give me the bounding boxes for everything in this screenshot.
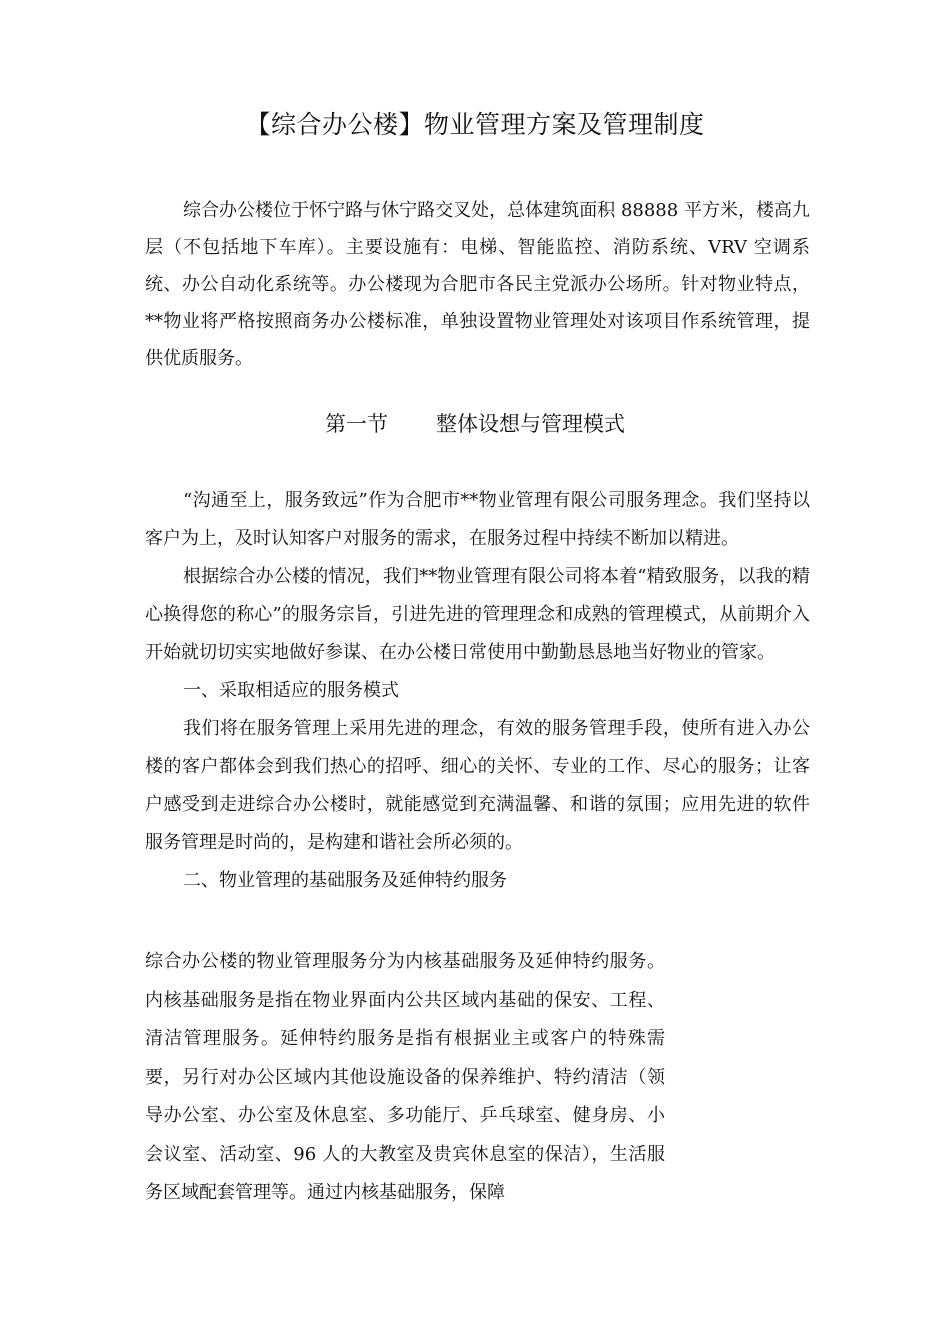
- body-paragraph: “沟通至上，服务致远”作为合肥市**物业管理有限公司服务理念。我们坚持以客户为上，及时认知客户对服务的需求，在服务过程中持续不断加以精进。: [145, 490, 810, 549]
- section-number: 第一节: [325, 412, 388, 436]
- subheading: 二、物业管理的基础服务及延伸特约服务: [183, 870, 507, 891]
- subheading: 一、采取相适应的服务模式: [183, 680, 399, 701]
- body-paragraph: 我们将在服务管理上采用先进的理念，有效的服务管理手段，使所有进入办公楼的客户都体会到我们热心的招呼、细心的关怀、专业的工作、尽心的服务；让客户感受到走进综合办公楼时，就能感觉到充满温馨、和谐的氛围；应用先进的软件服务管理是时尚的，是构建和谐社会所必须的。: [145, 718, 810, 853]
- section-body: [145, 482, 810, 900]
- section-heading: [0, 406, 950, 442]
- intro-paragraph: 综合办公楼位于怀宁路与休宁路交叉处，总体建筑面积 88888 平方米，楼高九层（不包括地下车库）。主要设施有：电梯、智能监控、消防系统、VRV 空调系统、办公自动化系统等。办公楼现为合肥市各民主党派办公场所。针对物业特点，**物业将严格按照商务办公楼标准，单独设置物业管理处对该项目作系统管理，提供优质服务。: [145, 200, 810, 369]
- section-title: 整体设想与管理模式: [436, 412, 625, 436]
- narrow-paragraph: 综合办公楼的物业管理服务分为内核基础服务及延伸特约服务。内核基础服务是指在物业界面内公共区域内基础的保安、工程、清洁管理服务。延伸特约服务是指有根据业主或客户的特殊需要，另行对办公区域内其他设施设备的保养维护、特约清洁（领导办公室、办公室及休息室、多功能厅、乒乓球室、健身房、小会议室、活动室、96 人的大教室及贵宾休息室的保洁），生活服务区域配套管理等。通过内核基础服务，保障: [145, 951, 665, 1203]
- document-title: 【综合办公楼】物业管理方案及管理制度: [245, 110, 705, 139]
- body-paragraph: 根据综合办公楼的情况，我们**物业管理有限公司将本着“精致服务，以我的精心换得您的称心”的服务宗旨，引进先进的管理理念和成熟的管理模式，从前期介入开始就切切实实地做好参谋、在办公楼日常使用中勤勤恳恳地当好物业的管家。: [145, 566, 810, 663]
